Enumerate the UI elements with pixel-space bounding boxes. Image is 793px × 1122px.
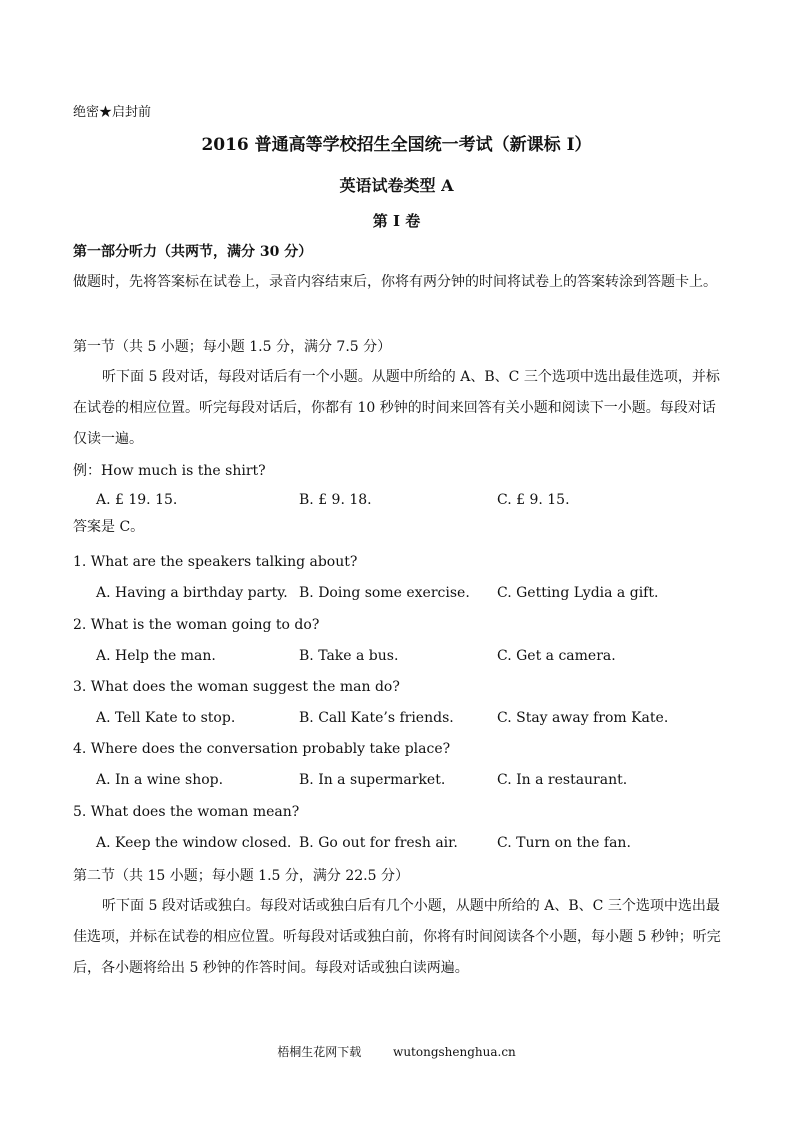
question-2-option-b: B. Take a bus. bbox=[299, 648, 399, 664]
footer-site-name: 梧桐生花网下载 bbox=[277, 1045, 362, 1059]
section1-heading: 第一节（共 5 小题；每小题 1.5 分，满分 7.5 分） bbox=[73, 339, 392, 355]
part1-heading: 第一部分听力（共两节，满分 30 分） bbox=[73, 244, 313, 260]
question-5-option-a: A. Keep the window closed. bbox=[96, 835, 292, 851]
question-1-option-c: C. Getting Lydia a gift. bbox=[497, 585, 659, 601]
question-3: 3. What does the woman suggest the man do? bbox=[73, 679, 400, 695]
section2-instruction: 听下面 5 段对话或独白。每段对话或独白后有几个小题，从题中所给的 A、B、C 三个选项中选出最佳选项，并标在试卷的相应位置。听每段对话或独白前，你将有时间阅读各个小题，每小题 5 秒钟；听完后，各小题将给出 5 秒钟的作答时间。每段对话或独白读两遍。 bbox=[73, 898, 721, 976]
confidential-label: 绝密★启封前 bbox=[73, 105, 152, 120]
question-5-option-b: B. Go out for fresh air. bbox=[299, 835, 458, 851]
question-2-option-a: A. Help the man. bbox=[96, 648, 216, 664]
question-4-option-c: C. In a restaurant. bbox=[497, 772, 628, 788]
footer-site-url[interactable]: wutongshenghua.cn bbox=[393, 1045, 516, 1059]
example-question: 例：How much is the shirt? bbox=[73, 463, 266, 479]
question-4-option-b: B. In a supermarket. bbox=[299, 772, 446, 788]
question-1-option-a: A. Having a birthday party. bbox=[96, 585, 288, 601]
question-5: 5. What does the woman mean? bbox=[73, 804, 300, 820]
section1-instruction: 听下面 5 段对话，每段对话后有一个小题。从题中所给的 A、B、C 三个选项中选出最佳选项，并标在试卷的相应位置。听完每段对话后，你都有 10 秒钟的时间来回答有关小题和阅读下一小题。每段对话仅读一遍。 bbox=[73, 369, 720, 447]
question-4-option-a: A. In a wine shop. bbox=[96, 772, 224, 788]
question-1: 1. What are the speakers talking about? bbox=[73, 554, 358, 570]
example-answer: 答案是 C。 bbox=[73, 519, 145, 535]
volume-label: 第 I 卷 bbox=[372, 212, 421, 230]
part1-instruction: 做题时，先将答案标在试卷上，录音内容结束后，你将有两分钟的时间将试卷上的答案转涂到答题卡上。 bbox=[73, 274, 717, 290]
question-3-option-b: B. Call Kate’s friends. bbox=[299, 710, 454, 726]
question-3-option-a: A. Tell Kate to stop. bbox=[96, 710, 236, 726]
question-2: 2. What is the woman going to do? bbox=[73, 617, 320, 633]
question-3-option-c: C. Stay away from Kate. bbox=[497, 710, 669, 726]
question-5-option-c: C. Turn on the fan. bbox=[497, 835, 631, 851]
question-4: 4. Where does the conversation probably take place? bbox=[73, 741, 451, 757]
example-option-c: C. £ 9. 15. bbox=[497, 492, 570, 508]
example-option-b: B. £ 9. 18. bbox=[299, 492, 372, 508]
exam-title: 2016 普通高等学校招生全国统一考试（新课标 I） bbox=[201, 135, 592, 155]
page-footer bbox=[0, 1043, 793, 1060]
section2-heading: 第二节（共 15 小题；每小题 1.5 分，满分 22.5 分） bbox=[73, 868, 409, 884]
exam-subtitle: 英语试卷类型 A bbox=[339, 176, 454, 195]
question-1-option-b: B. Doing some exercise. bbox=[299, 585, 470, 601]
example-option-a: A. £ 19. 15. bbox=[96, 492, 178, 508]
question-2-option-c: C. Get a camera. bbox=[497, 648, 616, 664]
